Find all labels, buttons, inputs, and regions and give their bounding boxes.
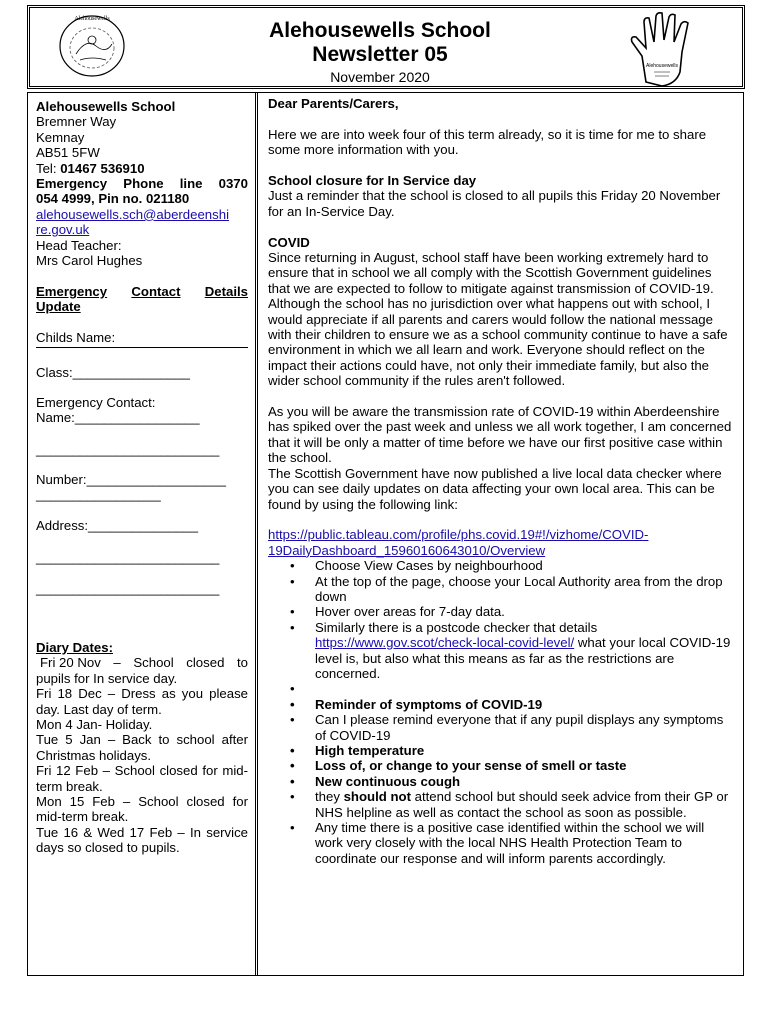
newsletter-date: November 2020 [330,69,430,85]
tel-label: Tel: [36,160,57,176]
closure-heading: School closure for In Service day [268,173,477,188]
list-item: • Any time there is a positive case identified within the school we will work very closely with the local NHS Health Protection Team to coordinate our response and will inform parents accordingly. [268,820,734,866]
emergency-contact-label: Emergency Contact: [36,395,156,410]
diary-text: to [237,655,248,671]
diary-entry-cont: pupils for In service day. [36,670,178,686]
list-item-text: Similarly there is a postcode checker that details [315,619,598,635]
newsletter-number: Newsletter 05 [312,43,448,66]
emergency-word: 0370 [218,176,248,192]
emergency-line-cont: 054 4999, Pin no. 021180 [36,191,190,207]
newsletter-title: Alehousewells School [269,19,491,42]
address-line: Bremner Way [36,114,117,130]
school-name: Alehousewells School [36,99,176,114]
diary-text: – [113,655,121,671]
emergency-word: line [179,176,203,192]
diary-entry: Fri 12 Feb – School closed for mid-term break. [36,763,248,794]
greeting: Dear Parents/Carers, [268,96,399,111]
telephone [36,161,248,176]
diary-entry: Mon 15 Feb – School closed for mid-term break. [36,794,248,825]
contact-name-blank[interactable]: _________________________ [36,442,220,457]
childs-name-field[interactable]: Childs Name: [36,330,248,348]
diary-entry: Mon 4 Jan- Holiday. [36,717,153,733]
contact-number-blank[interactable]: _________________ [36,487,161,502]
list-item: • At the top of the page, choose your Local Authority area from the drop down [268,574,734,605]
covid-paragraph: As you will be aware the transmission rate of COVID-19 within Aberdeenshire has spiked over the past week and unless we all work together, I am concerned that it will be only a matter of time before we have our first positive case within the school. [268,404,732,466]
email-link-cont[interactable]: re.gov.uk [36,222,90,238]
tel-number: 01467 536910 [60,160,145,176]
diary-entry: Fri 18 Dec – Dress as you please day. Last day of term. [36,686,248,717]
list-item-text: attend school but should seek advice from their GP or NHS helpline as well as contact the school as soon as possible. [315,789,729,820]
emergency-word: Phone [123,176,164,192]
covid-paragraph: Since returning in August, school staff have been working extremely hard to ensure that in school we all comply with the Scottish Government guidelines that we are expected to follow to mitigate against transmission of COVID-19. Although the school has no jurisdiction over what happens out with school, I would appreciate if all parents and carers would follow the national message with their children to ensure we as a school community continue to have a safe environment in which we all learn and work. Everyone should reflect on the impact their actions could have, not only their immediate family, but also the wider school community if the rules aren't followed. [268,250,728,389]
list-item-empty [268,681,734,696]
contact-address-field[interactable]: Address:_______________ [36,518,199,533]
logo-right-text: Alehousewells [646,63,678,69]
dashboard-link-cont[interactable]: 19DailyDashboard_15960160643010/Overview [268,542,546,558]
address-line: Kemnay [36,129,85,145]
dashboard-link[interactable]: https://public.tableau.com/profile/phs.covid.19#!/vizhome/COVID- [268,527,649,543]
list-item [268,620,734,682]
emergency-contact-form [36,284,248,315]
school-contact-block [36,99,248,268]
closure-paragraph: Just a reminder that the school is closed to all pupils this Friday 20 November for an In-Service Day. [268,188,721,219]
logo-left-text: Alehousewells [74,16,110,22]
covid-heading: COVID [268,234,310,250]
list-item: • High temperature [268,743,734,758]
diary-text: Fri 20 Nov [40,655,101,671]
main-letter [268,96,734,866]
emergency-line [36,176,248,191]
list-item: • Hover over areas for 7-day data. [268,604,734,619]
class-field[interactable]: Class:________________ [36,365,190,380]
list-item [268,789,734,820]
school-logo-left [56,10,128,82]
form-title [36,284,248,299]
diary-entry: Tue 5 Jan – Back to school after Christmas holidays. [36,732,248,763]
diary-text: School [133,655,174,671]
diary-text: closed [186,655,225,671]
diary-title: Diary Dates: [36,640,113,655]
diary-dates [36,640,248,856]
list-item: • Reminder of symptoms of COVID-19 [268,697,734,712]
form-title-word: Emergency [36,284,108,299]
contact-address-blank[interactable]: _________________________ [36,581,220,596]
emergency-word: Emergency [36,176,108,192]
head-teacher-name: Mrs Carol Hughes [36,253,143,269]
postcode-checker-link[interactable]: https://www.gov.scot/check-local-covid-level/ [315,635,575,651]
list-item-text: what your local COVID-19 level is, but also what this means as far as the restrictions are concerned. [315,635,731,681]
list-item: • New continuous cough [268,774,734,789]
contact-address-blank[interactable]: _________________________ [36,550,220,565]
covid-paragraph: The Scottish Government have now published a live local data checker where you can see daily updates on data affecting your own local area. This can be found by using the following link: [268,465,722,512]
instruction-list [268,558,734,866]
list-item-bold: should not [343,789,411,805]
postcode: AB51 5FW [36,145,100,161]
intro-paragraph: Here we are into week four of this term already, so it is time for me to share some more information with you. [268,126,707,158]
form-title-cont: Update [36,299,81,315]
diary-entry: Tue 16 & Wed 17 Feb – In service days so closed to pupils. [36,824,248,856]
school-logo-right-hand [628,12,712,90]
email-link[interactable]: alehousewells.sch@aberdeenshi [36,206,230,222]
list-item: • Choose View Cases by neighbourhood [268,558,734,573]
form-title-word: Contact [131,284,181,299]
form-title-word: Details [204,284,248,299]
diary-entry [36,655,248,670]
contact-name-field[interactable]: Name:_________________ [36,410,200,425]
head-teacher-label: Head Teacher: [36,237,122,253]
list-item: • Can I please remind everyone that if any pupil displays any symptoms of COVID-19 [268,712,734,743]
list-item: • Loss of, or change to your sense of smell or taste [268,758,734,773]
list-item-text: they [315,789,344,805]
contact-number-field[interactable]: Number:___________________ [36,472,226,487]
